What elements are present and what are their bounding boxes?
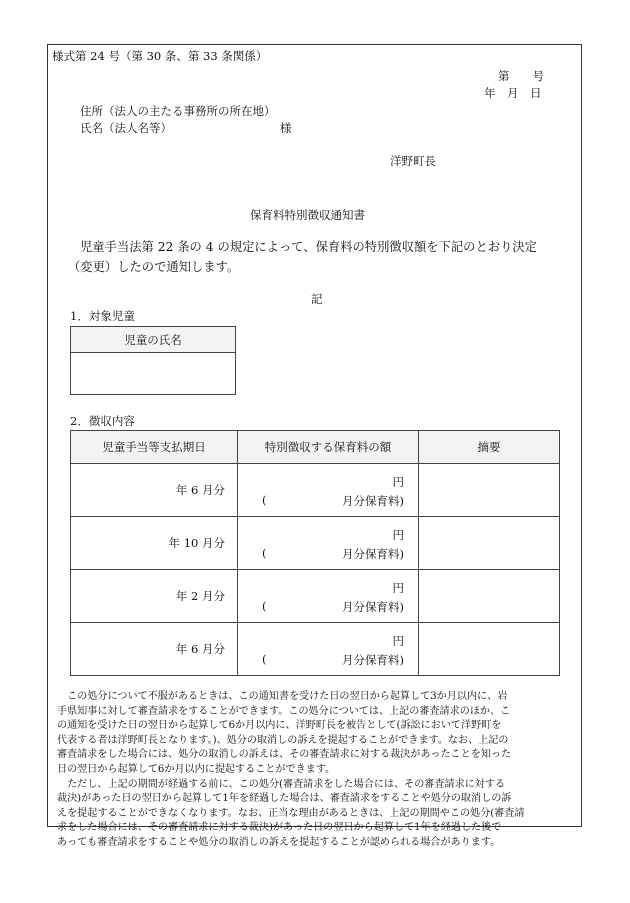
notes-line: 審査請求をした場合には、処分の取消しの訴えは、その審査請求に対する裁決があったことを知った <box>57 749 512 761</box>
document-title: 保育料特別徴収通知書 <box>250 208 365 222</box>
payment-period: 年 10 月分 <box>71 517 238 570</box>
payment-period: 年 6 月分 <box>71 464 238 517</box>
table-row <box>71 517 560 570</box>
month-note: 月分保育料) <box>342 600 404 614</box>
body-line: （変更）したので通知します。 <box>68 260 240 274</box>
notes-paragraph-2 <box>57 778 575 851</box>
yen-unit: 円 <box>392 634 404 648</box>
ki-heading: 記 <box>311 292 323 306</box>
address-label: 住所（法人の主たる事務所の所在地） <box>80 104 276 118</box>
header-remarks: 摘要 <box>419 431 560 464</box>
notes-line: あっても審査請求をすることや処分の取消しの訴えを提起することが認められる場合があります。 <box>57 836 501 848</box>
notes-line: 手県知事に対して審査請求をすることができます。この処分については、上記の審査請求のほか、こ <box>57 705 511 717</box>
header-payment-date: 児童手当等支払期日 <box>71 431 238 464</box>
month-note: 月分保育料) <box>342 494 404 508</box>
header-amount: 特別徴収する保育料の額 <box>238 431 419 464</box>
collection-table <box>70 430 560 676</box>
month-note: 月分保育料) <box>342 547 404 561</box>
notes-line: ただし、上記の期間が経過する前に、この処分(審査請求をした場合には、その審査請求に対する <box>57 778 506 790</box>
name-label: 氏名（法人名等） <box>80 121 172 135</box>
body-text <box>68 237 570 277</box>
form-label: 様式第 24 号（第 30 条、第 33 条関係） <box>52 49 268 63</box>
child-name-cell <box>71 353 236 395</box>
remarks-cell <box>419 464 560 517</box>
paren-open: ( <box>262 546 267 560</box>
child-table <box>70 326 236 395</box>
notes-line: 裁決)があった日の翌日から起算して1年を経過した場合は、審査請求をすることや処分の取消しの訴 <box>57 793 512 805</box>
notes-block <box>57 690 575 851</box>
remarks-cell <box>419 623 560 676</box>
table-row <box>71 570 560 623</box>
notes-line: 求をした場合には、その審査請求に対する裁決)があった日の翌日から起算して1年を経過した後で <box>57 822 502 834</box>
notes-line: えを提起することができなくなります。なお、正当な理由があるときは、上記の期間やこの処分(審査請 <box>57 807 525 819</box>
paren-open: ( <box>262 599 267 613</box>
document-date: 年 月 日 <box>484 86 542 100</box>
body-line: 児童手当法第 22 条の 4 の規定によって、保育料の特別徴収額を下記のとおり決定 <box>80 240 537 254</box>
amount-cell <box>238 623 419 676</box>
notes-line: この処分について不服があるときは、この通知書を受けた日の翌日から起算して3か月以内に、岩 <box>57 691 508 702</box>
paren-open: ( <box>262 493 267 507</box>
remarks-cell <box>419 517 560 570</box>
payment-period: 年 6 月分 <box>71 623 238 676</box>
yen-unit: 円 <box>392 528 404 542</box>
notes-line: 代表する者は洋野町長となります。)、処分の取消しの訴えを提起することができます。なお、上記の <box>57 734 509 746</box>
section1-heading: 1．対象児童 <box>70 309 135 323</box>
notes-paragraph-1 <box>57 690 575 778</box>
child-name-header: 児童の氏名 <box>71 327 236 353</box>
notes-line: 日の翌日から起算して6か月以内に提起することができます。 <box>57 763 336 775</box>
section2-heading: 2．徴収内容 <box>70 414 135 428</box>
table-row <box>71 623 560 676</box>
yen-unit: 円 <box>392 581 404 595</box>
remarks-cell <box>419 570 560 623</box>
table-row <box>71 464 560 517</box>
yen-unit: 円 <box>392 475 404 489</box>
issuer: 洋野町長 <box>390 154 436 168</box>
amount-cell <box>238 464 419 517</box>
month-note: 月分保育料) <box>342 653 404 667</box>
amount-cell <box>238 517 419 570</box>
amount-cell <box>238 570 419 623</box>
notes-line: の通知を受けた日の翌日から起算して6か月以内に、洋野町長を被告として(訴訟において洋野町を <box>57 720 502 732</box>
payment-period: 年 2 月分 <box>71 570 238 623</box>
document-number: 第 号 <box>498 69 544 83</box>
paren-open: ( <box>262 652 267 666</box>
name-suffix: 様 <box>280 121 292 135</box>
